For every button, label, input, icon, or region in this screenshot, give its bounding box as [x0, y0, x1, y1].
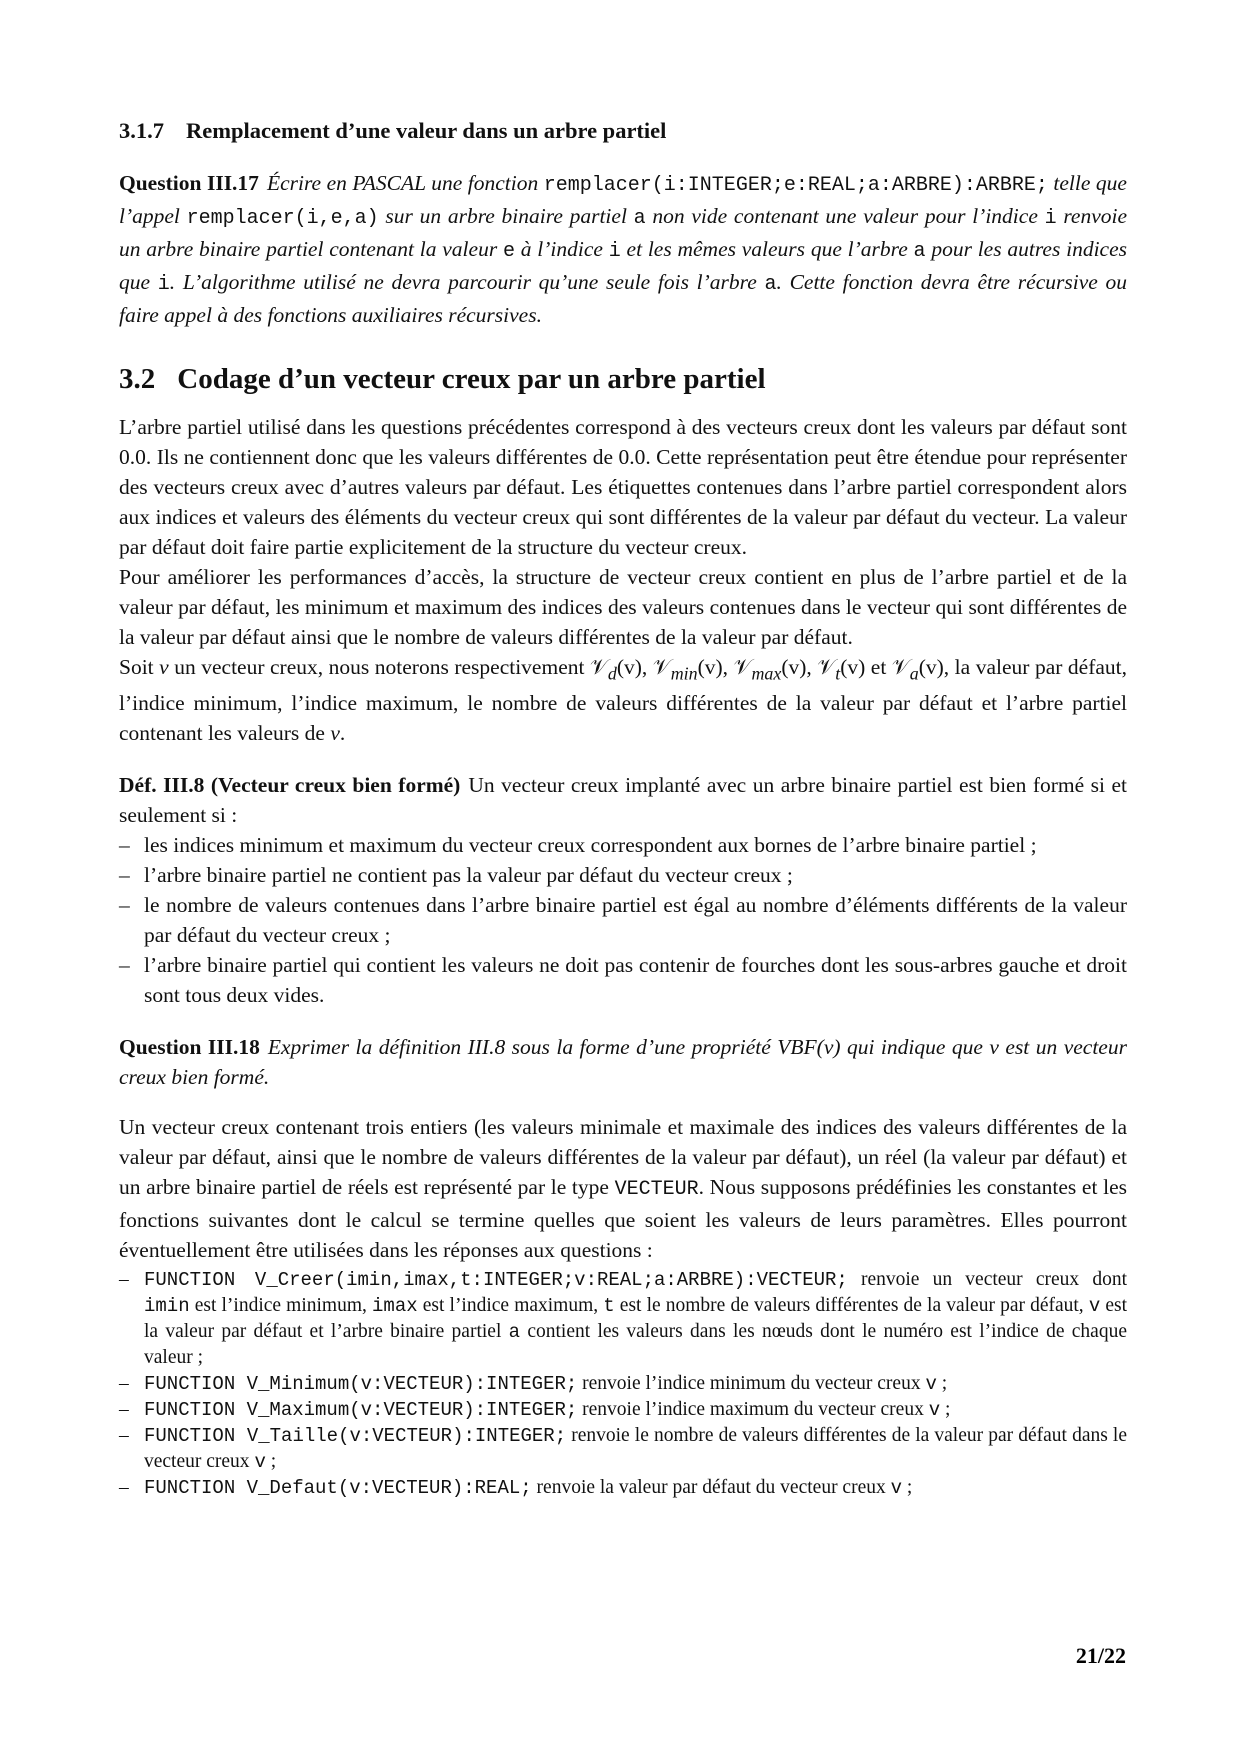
document-page — [119, 116, 1127, 1501]
math-va — [891, 655, 944, 684]
math-var: v — [989, 1035, 999, 1060]
code: a — [508, 1321, 521, 1344]
math-subscript: max — [751, 663, 782, 684]
function-v-taille — [119, 1423, 1127, 1475]
math-subscript: t — [835, 663, 841, 684]
function-v-minimum — [119, 1371, 1127, 1397]
page-number: 21/22 — [1075, 1643, 1126, 1668]
text: renvoie l’indice minimum du vecteur creux — [577, 1373, 926, 1395]
function-v-defaut — [119, 1475, 1127, 1501]
text: . — [339, 721, 346, 746]
definition-label: Déf. III.8 (Vecteur creux bien formé) — [119, 773, 461, 798]
text: ; — [265, 1451, 277, 1473]
code: a — [633, 207, 646, 230]
math-symbol: 𝒱 — [652, 655, 671, 679]
math-symbol: 𝒱 — [589, 655, 608, 679]
text: sur un arbre binaire partiel — [378, 204, 634, 228]
text: qui indique que — [840, 1035, 990, 1060]
text: non vide contenant une valeur pour l’indice — [645, 204, 1045, 228]
list-item: – le nombre de valeurs contenues dans l’arbre binaire partiel est égal au nombre d’éléments différents de la valeur par défaut du vecteur creux ; — [119, 890, 1127, 950]
function-signature: FUNCTION V_Defaut(v:VECTEUR):REAL; — [144, 1477, 532, 1500]
code: a — [764, 273, 777, 296]
text: . Nous supposons prédéfinies les constantes et les fonctions suivantes dont le calcul se termine quelles que soient les valeurs de leurs paramètres. Elles pourront éventuellement être utilisées dans les réponses aux questions : — [119, 1175, 1127, 1263]
text: à l’indice — [514, 237, 609, 261]
text: est l’indice minimum, — [189, 1295, 373, 1317]
text: est un vecteur creux bien formé. — [119, 1035, 1127, 1090]
question-text — [119, 171, 1127, 327]
text: un vecteur creux, nous noterons respectivement — [168, 655, 590, 679]
math-subscript: d — [607, 663, 617, 684]
code: i — [1044, 207, 1057, 230]
math-arg: (v), — [697, 655, 734, 679]
text: ; — [940, 1399, 951, 1421]
list-item: – l’arbre binaire partiel ne contient pas la valeur par défaut du vecteur creux ; — [119, 860, 1127, 890]
definition-iii-8 — [119, 770, 1127, 1010]
text: . Cette fonction devra être récursive ou faire appel à des fonctions auxiliaires récursives. — [119, 270, 1127, 327]
text: renvoie la valeur par défaut du vecteur creux — [531, 1477, 891, 1499]
paragraph-4 — [119, 1112, 1127, 1265]
paragraph-3 — [119, 652, 1127, 748]
math-symbol: 𝒱 — [891, 655, 910, 679]
code: v — [254, 1451, 266, 1474]
text: ; — [902, 1477, 913, 1499]
math-expr: VBF(v) — [777, 1035, 841, 1060]
subsection-number: 3.1.7 — [119, 118, 164, 143]
list-item: – les indices minimum et maximum du vecteur creux correspondent aux bornes de l’arbre binaire partiel ; — [119, 830, 1127, 860]
code: v — [890, 1477, 903, 1500]
text: contient les valeurs dans les nœuds dont le numéro est l’indice de chaque valeur ; — [144, 1321, 1127, 1369]
code: VECTEUR — [614, 1178, 699, 1202]
function-signature: FUNCTION V_Creer(imin,imax,t:INTEGER;v:REAL;a:ARBRE):VECTEUR; — [144, 1269, 848, 1292]
text: et — [865, 655, 892, 679]
code: e — [502, 240, 515, 263]
text: telle que l’appel — [119, 171, 1127, 228]
text: renvoie l’indice maximum du vecteur creux — [577, 1399, 929, 1421]
code: remplacer(i,e,a) — [186, 207, 379, 230]
code: i — [157, 273, 170, 296]
section-title: Codage d’un vecteur creux par un arbre partiel — [177, 363, 766, 395]
paragraph-1 — [119, 412, 1127, 562]
question-iii-18 — [119, 1032, 1127, 1092]
math-arg: (v) — [918, 655, 944, 679]
text: , la valeur par défaut, l’indice minimum, l’indice maximum, le nombre de valeurs différentes de la valeur par défaut et l’arbre partiel contenant les valeurs de — [119, 655, 1128, 746]
text: et les mêmes valeurs que l’arbre — [620, 237, 914, 261]
text: Soit — [119, 655, 160, 679]
text: Écrire en PASCAL une fonction — [266, 171, 544, 195]
function-signature: FUNCTION V_Taille(v:VECTEUR):INTEGER; — [144, 1425, 567, 1448]
math-vd — [589, 655, 653, 684]
section-number: 3.2 — [119, 363, 156, 395]
text: Exprimer la définition III.8 sous la forme d’une propriété — [267, 1035, 778, 1060]
text: ; — [936, 1373, 948, 1395]
text: Un vecteur creux contenant trois entiers (les valeurs minimale et maximale des indices des valeurs différentes de la valeur par défaut, ainsi que le nombre de valeurs différentes de la valeur par défaut), un réel (la valeur par défaut) et un arbre binaire partiel de réels est représenté par le type — [119, 1115, 1127, 1200]
code: v — [928, 1399, 941, 1422]
section-heading — [119, 362, 1127, 396]
math-vmax — [733, 655, 818, 684]
math-vt — [817, 655, 866, 684]
text: renvoie un vecteur creux dont — [847, 1269, 1127, 1291]
text: Un vecteur creux implanté avec un arbre binaire partiel est bien formé si et seulement si : — [119, 773, 1128, 828]
math-arg: (v), — [781, 655, 818, 679]
function-signature: FUNCTION V_Minimum(v:VECTEUR):INTEGER; — [144, 1373, 578, 1396]
code: t — [603, 1295, 615, 1318]
text: renvoie un arbre binaire partiel contenant la valeur — [119, 204, 1128, 261]
definition-list — [119, 830, 1127, 1010]
math-symbol: 𝒱 — [817, 655, 836, 679]
code: v — [925, 1373, 937, 1396]
question-iii-17 — [119, 168, 1127, 330]
list-item: – l’arbre binaire partiel qui contient les valeurs ne doit pas contenir de fourches dont les sous-arbres gauche et droit sont tous deux vides. — [119, 950, 1127, 1010]
text: L’arbre partiel utilisé dans les questions précédentes correspond à des vecteurs creux dont les valeurs par défaut sont — [119, 415, 1127, 439]
code: imin — [144, 1295, 190, 1318]
math-subscript: min — [670, 663, 698, 684]
code: imax — [372, 1295, 418, 1318]
math-value: 0.0 — [119, 445, 146, 469]
code: remplacer(i:INTEGER;e:REAL;a:ARBRE):ARBRE; — [543, 174, 1048, 197]
text: est l’indice maximum, — [417, 1295, 604, 1317]
math-symbol: 𝒱 — [733, 655, 752, 679]
math-value: 0.0 — [618, 445, 646, 469]
subsection-heading — [119, 116, 1127, 146]
definition-intro — [119, 770, 1127, 830]
code: i — [608, 240, 621, 263]
text: pour les autres indices que — [119, 237, 1127, 294]
text: renvoie le nombre de valeurs différentes de la valeur par défaut dans le vecteur creux — [144, 1425, 1127, 1473]
text: est le nombre de valeurs différentes de la valeur par défaut, — [614, 1295, 1089, 1317]
math-arg: (v) — [840, 655, 866, 679]
math-var: v — [330, 721, 340, 746]
text: . Cette représentation peut être étendue pour représenter des vecteurs creux avec d’autres valeurs par défaut. Les étiquettes contenues dans l’arbre partiel correspondent alors aux indices et valeurs des éléments du vecteur creux qui sont différentes de la valeur par défaut du vecteur. La valeur par défaut doit faire partie explicitement de la structure du vecteur creux. — [119, 445, 1127, 559]
function-v-creer — [119, 1267, 1127, 1371]
math-vmin — [652, 655, 734, 684]
question-label: Question III.18 — [119, 1035, 260, 1060]
math-var: v — [159, 655, 169, 679]
text: est la valeur par défaut et l’arbre binaire partiel — [144, 1295, 1127, 1343]
question-text — [119, 1035, 1127, 1089]
function-list — [119, 1267, 1127, 1501]
code: v — [1088, 1295, 1101, 1318]
text: . Ils ne contiennent donc que les valeurs différentes de — [145, 445, 619, 469]
question-label: Question III.17 — [119, 171, 259, 195]
math-arg: (v), — [616, 655, 653, 679]
subsection-title: Remplacement d’une valeur dans un arbre partiel — [186, 118, 667, 143]
math-subscript: a — [909, 663, 919, 684]
code: a — [913, 240, 926, 263]
function-signature: FUNCTION V_Maximum(v:VECTEUR):INTEGER; — [144, 1399, 578, 1422]
text: . L’algorithme utilisé ne devra parcourir qu’une seule fois l’arbre — [169, 270, 765, 294]
paragraph-2: Pour améliorer les performances d’accès, la structure de vecteur creux contient en plus de l’arbre partiel et de la valeur par défaut, les minimum et maximum des indices des valeurs contenues dans le vecteur qui sont différentes de la valeur par défaut ainsi que le nombre de valeurs différentes de la valeur par défaut. — [119, 565, 1127, 649]
function-v-maximum — [119, 1397, 1127, 1423]
